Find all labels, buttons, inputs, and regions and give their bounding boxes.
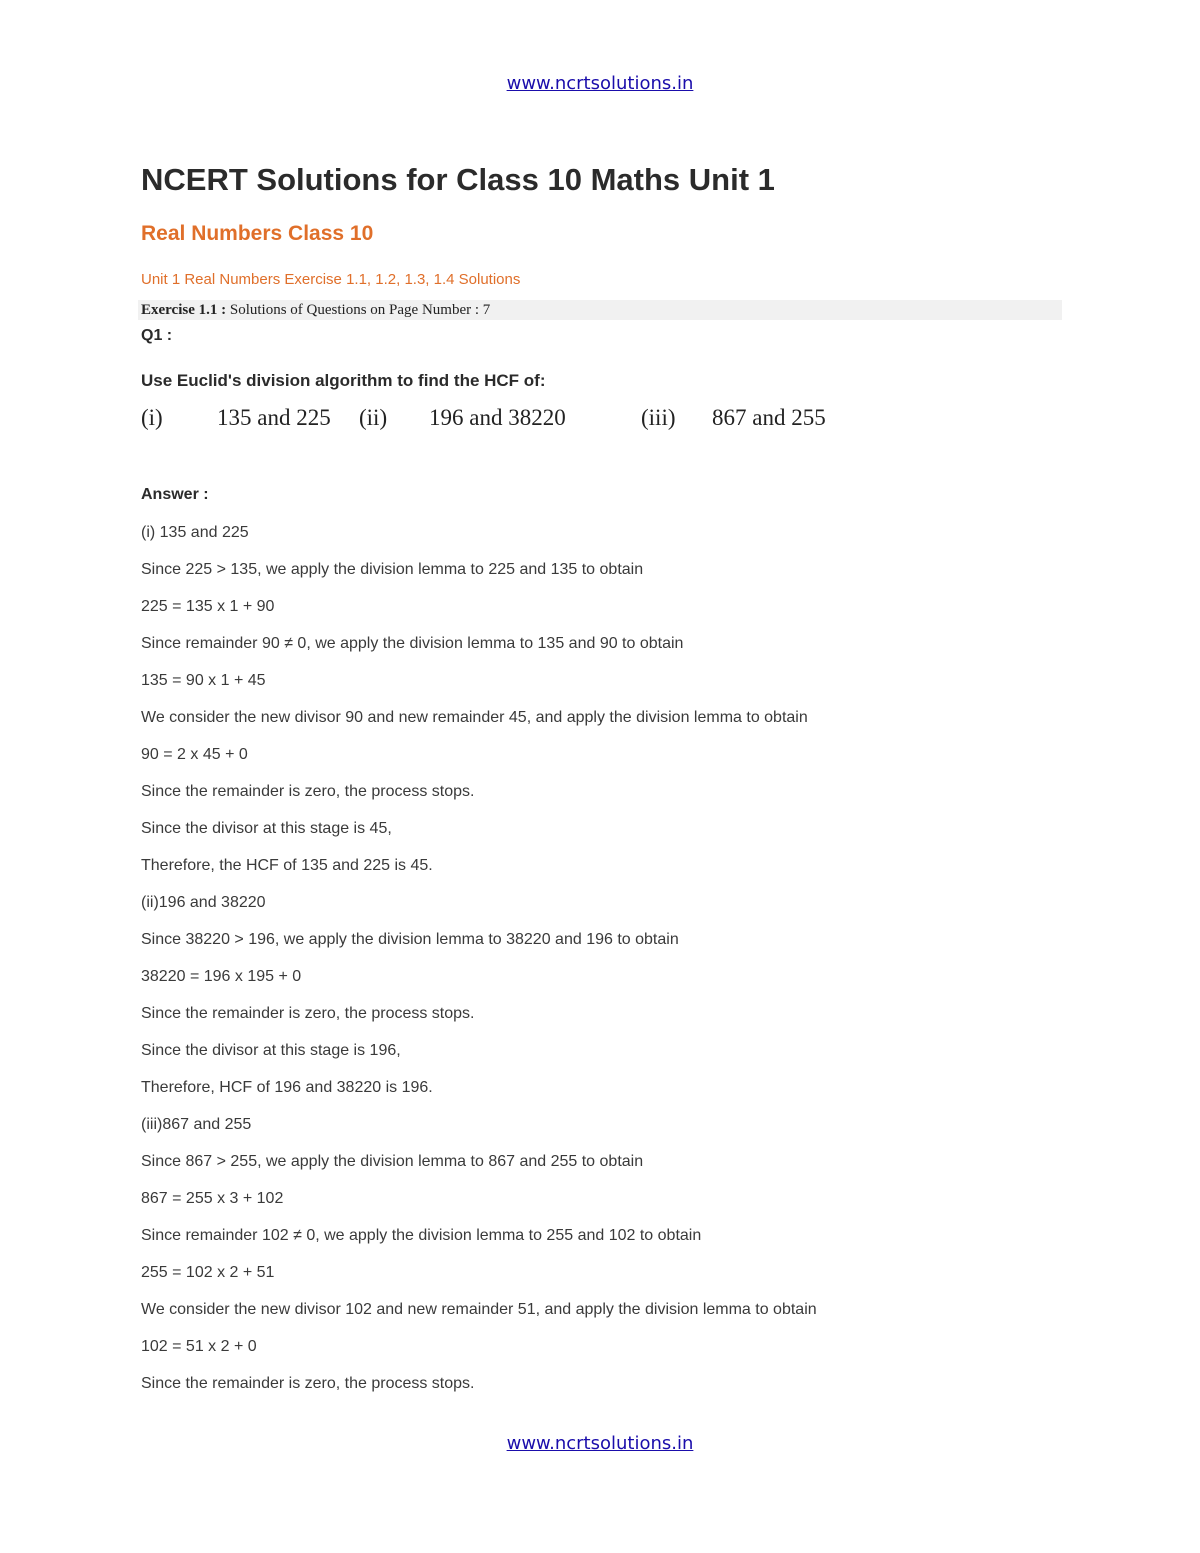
answer-line: 135 = 90 x 1 + 45 <box>141 672 266 689</box>
answer-lines <box>141 523 1041 1411</box>
answer-line: (ii)196 and 38220 <box>141 894 266 911</box>
answer-line: Therefore, HCF of 196 and 38220 is 196. <box>141 1079 433 1096</box>
exercise-text: Solutions of Questions on Page Number : 7 <box>226 302 491 318</box>
answer-line: 225 = 135 x 1 + 90 <box>141 598 275 615</box>
part-1-number: (i) <box>141 405 163 430</box>
answer-line: Since the divisor at this stage is 196, <box>141 1042 401 1059</box>
part-3-value: 867 and 255 <box>712 405 826 430</box>
answer-line: Since remainder 102 ≠ 0, we apply the division lemma to 255 and 102 to obtain <box>141 1227 702 1244</box>
page-subtitle: Real Numbers Class 10 <box>141 222 374 245</box>
question-parts <box>141 405 841 439</box>
answer-line: 102 = 51 x 2 + 0 <box>141 1338 257 1355</box>
part-2-value: 196 and 38220 <box>429 405 566 430</box>
answer-line: Therefore, the HCF of 135 and 225 is 45. <box>141 857 433 874</box>
answer-line: 90 = 2 x 45 + 0 <box>141 746 248 763</box>
exercise-label: Exercise 1.1 : <box>141 302 227 318</box>
answer-line: Since remainder 90 ≠ 0, we apply the division lemma to 135 and 90 to obtain <box>141 635 684 652</box>
page-title: NCERT Solutions for Class 10 Maths Unit 1 <box>141 162 775 197</box>
answer-line: 38220 = 196 x 195 + 0 <box>141 968 302 985</box>
answer-line: Since 38220 > 196, we apply the division lemma to 38220 and 196 to obtain <box>141 931 679 948</box>
answer-line: Since 867 > 255, we apply the division lemma to 867 and 255 to obtain <box>141 1153 644 1170</box>
exercise-bar <box>138 300 1062 320</box>
answer-line: (iii)867 and 255 <box>141 1116 252 1133</box>
unit-heading: Unit 1 Real Numbers Exercise 1.1, 1.2, 1.3, 1.4 Solutions <box>141 271 521 288</box>
answer-line: Since the remainder is zero, the process stops. <box>141 783 475 800</box>
question-label: Q1 : <box>141 327 173 344</box>
answer-line: Since the divisor at this stage is 45, <box>141 820 392 837</box>
answer-label: Answer : <box>141 486 209 503</box>
part-3-number: (iii) <box>641 405 676 430</box>
part-2-number: (ii) <box>359 405 388 430</box>
header-site-link[interactable]: www.ncrtsolutions.in <box>506 73 694 94</box>
footer-site-link[interactable]: www.ncrtsolutions.in <box>506 1433 694 1454</box>
question-text: Use Euclid's division algorithm to find the HCF of: <box>141 371 546 390</box>
answer-line: 867 = 255 x 3 + 102 <box>141 1190 284 1207</box>
answer-line: Since the remainder is zero, the process stops. <box>141 1375 475 1392</box>
answer-line: We consider the new divisor 102 and new remainder 51, and apply the division lemma to obtain <box>141 1301 817 1318</box>
part-1-value: 135 and 225 <box>217 405 331 430</box>
answer-line: (i) 135 and 225 <box>141 524 249 541</box>
answer-line: Since 225 > 135, we apply the division lemma to 225 and 135 to obtain <box>141 561 644 578</box>
answer-line: Since the remainder is zero, the process stops. <box>141 1005 475 1022</box>
answer-line: We consider the new divisor 90 and new remainder 45, and apply the division lemma to obtain <box>141 709 808 726</box>
answer-line: 255 = 102 x 2 + 51 <box>141 1264 275 1281</box>
